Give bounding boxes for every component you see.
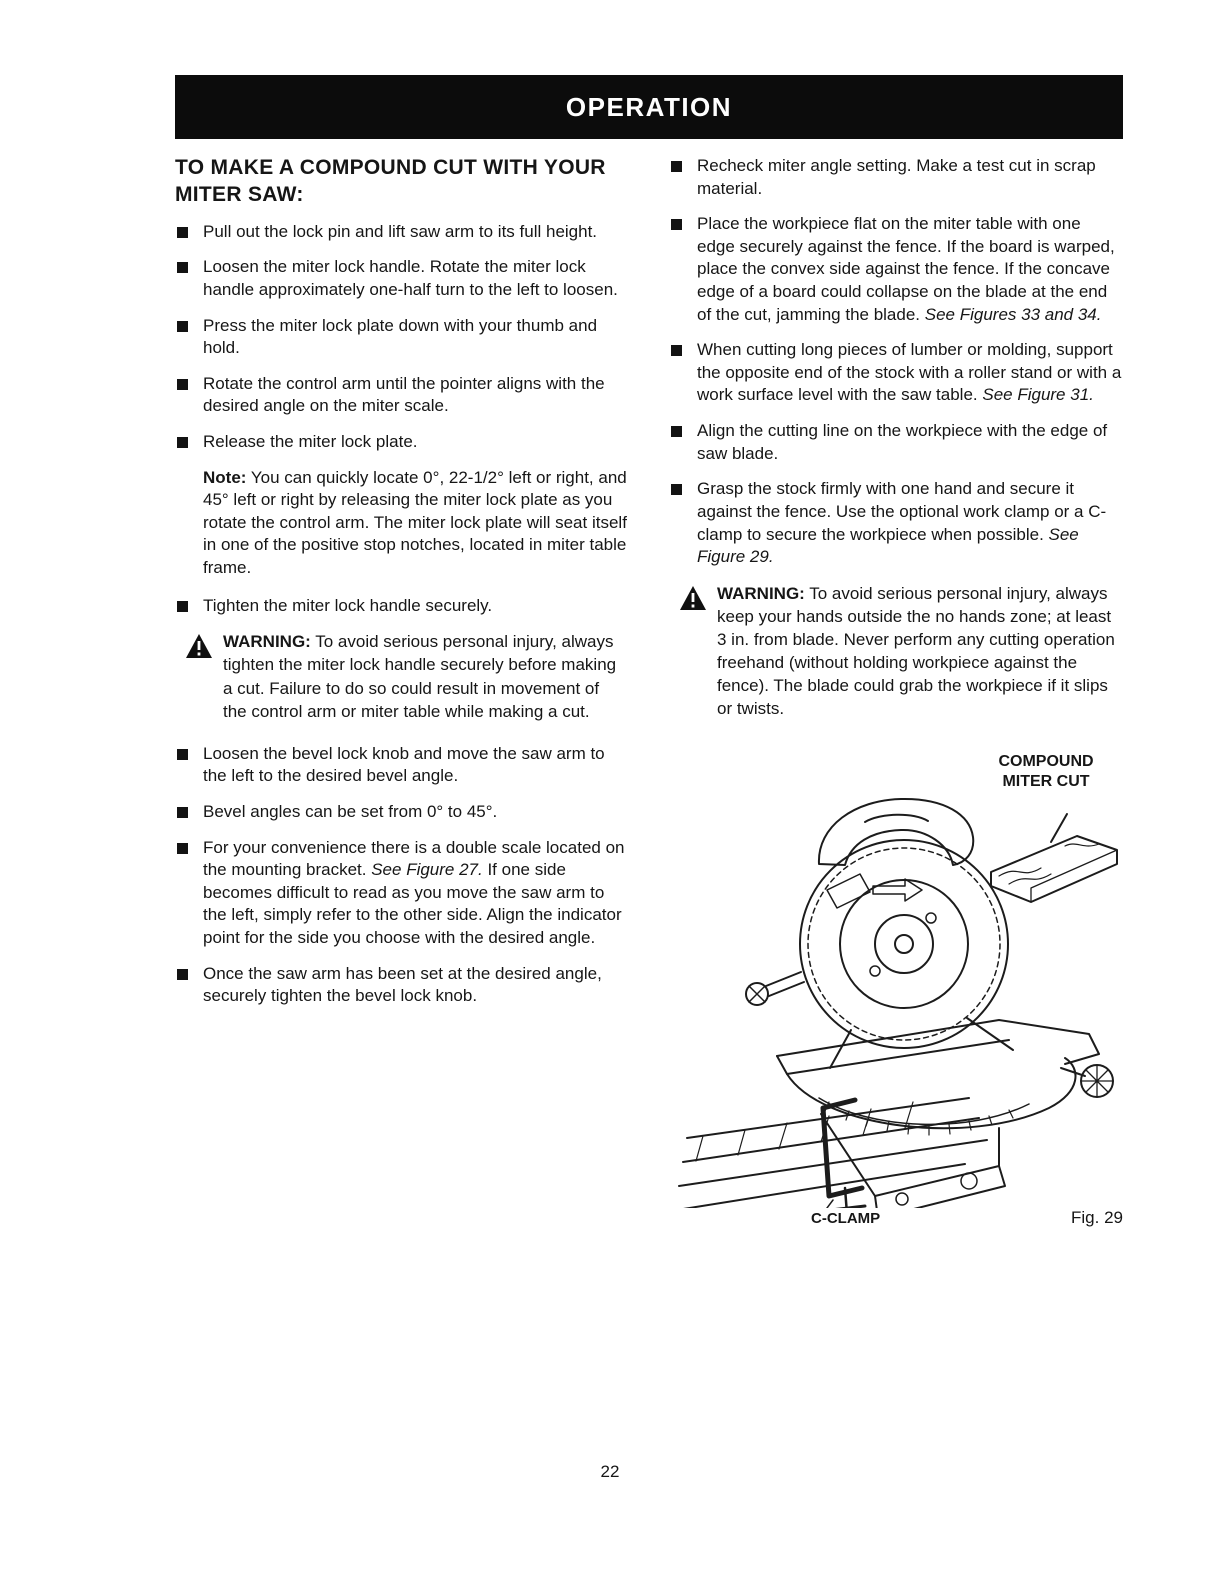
section-header-bar [175, 75, 1123, 139]
bullet-square-icon [671, 426, 682, 437]
warning-label: WARNING: [223, 632, 311, 652]
bullet-square-icon [177, 749, 188, 760]
bullet-square-icon [177, 969, 188, 980]
list-item [669, 155, 1123, 200]
list-item-text: Grasp the stock firmly with one hand and secure it against the fence. Use the optional work clamp or a C-clamp to secure the workpiece when possible. See Figure 29. [697, 479, 1107, 567]
list-item-text: Align the cutting line on the workpiece with the edge of saw blade. [697, 421, 1108, 463]
list-item [175, 963, 629, 1008]
list-item-text: Loosen the bevel lock knob and move the saw arm to the left to the desired bevel angle. [203, 743, 605, 786]
list-item [669, 478, 1123, 568]
warning-triangle-icon [185, 633, 213, 722]
warning-label: WARNING: [717, 583, 805, 603]
list-item [175, 801, 629, 824]
figure-caption-row [669, 1208, 1123, 1228]
instruction-list [175, 743, 629, 1008]
list-item [175, 595, 629, 618]
list-item-text: Release the miter lock plate. [203, 432, 418, 452]
bullet-square-icon [671, 161, 682, 172]
list-item [669, 339, 1123, 407]
list-item [669, 420, 1123, 465]
bullet-square-icon [671, 219, 682, 230]
list-item-text: Recheck miter angle setting. Make a test cut in scrap material. [697, 156, 1096, 198]
right-column [669, 155, 1123, 1240]
instruction-list [175, 595, 629, 618]
bullet-square-icon [177, 843, 188, 854]
bullet-square-icon [671, 345, 682, 356]
list-item-text: Place the workpiece flat on the miter table with one edge securely against the fence. If the board is warped, place the convex side against the fence. If the concave edge of a board could collapse on the blade at the end of the cut, jamming the blade. See Figures 33 and 34. [697, 214, 1115, 324]
left-column [175, 155, 629, 1240]
list-item-text: Press the miter lock plate down with your thumb and hold. [203, 315, 598, 358]
list-item-text: Bevel angles can be set from 0° to 45°. [203, 801, 498, 821]
figure-caption: Fig. 29 [1071, 1208, 1123, 1228]
two-column-layout [175, 155, 1123, 1240]
note-label: Note: [203, 467, 247, 487]
warning-text: WARNING: To avoid serious personal injury, always tighten the miter lock handle securely before making a cut. Failure to do so could result in movement of the control arm or miter table while making a cut. [223, 632, 617, 721]
bullet-square-icon [177, 227, 188, 238]
bullet-square-icon [177, 321, 188, 332]
list-item-text: Rotate the control arm until the pointer aligns with the desired angle on the miter scale. [203, 373, 605, 416]
warning-triangle-icon [679, 585, 707, 721]
list-item [175, 431, 629, 454]
figure-label-compound-miter-cut: COMPOUND MITER CUT [998, 753, 1094, 791]
list-item-text: When cutting long pieces of lumber or molding, support the opposite end of the stock with a roller stand or with a work surface level with the saw table. See Figure 31. [697, 340, 1122, 405]
warning-block [679, 582, 1123, 721]
note-text: You can quickly locate 0°, 22-1/2° left or right, and 45° left or right by releasing the miter lock plate as you rotate the control arm. The miter lock plate will seat itself in one of the positive stop notches, located in miter table frame. [203, 467, 627, 578]
list-item-text: Once the saw arm has been set at the desired angle, securely tighten the bevel lock knob. [203, 963, 602, 1006]
list-item-text: Tighten the miter lock handle securely. [203, 595, 493, 615]
instruction-list [175, 221, 629, 454]
warning-text: WARNING: To avoid serious personal injury, always keep your hands outside the no hands zone; at least 3 in. from blade. Never perform any cutting operation freehand (without holding workpiece against the fence). The blade could grab the workpiece if it slips or twists. [717, 583, 1115, 719]
list-item [175, 256, 629, 301]
instruction-list [669, 155, 1123, 569]
list-item [175, 373, 629, 418]
figure-label-c-clamp: C-CLAMP [811, 1210, 881, 1228]
list-item-text: Pull out the lock pin and lift saw arm to its full height. [203, 221, 598, 241]
page-number: 22 [600, 1462, 620, 1481]
figure-29 [669, 740, 1123, 1240]
page-content [175, 75, 1123, 1240]
list-item [175, 743, 629, 788]
list-item-text: For your convenience there is a double scale located on the mounting bracket. See Figure 27. If one side becomes difficult to read as you move the saw arm to the left, simply refer to the other side. Align the indicator point for the side you choose with the desired angle. [203, 837, 625, 947]
list-item [175, 837, 629, 950]
bullet-square-icon [177, 807, 188, 818]
miter-saw-illustration [669, 768, 1124, 1208]
section-heading: TO MAKE A COMPOUND CUT WITH YOUR MITER SAW: [175, 156, 606, 206]
list-item-text: Loosen the miter lock handle. Rotate the miter lock handle approximately one-half turn to the left to loosen. [203, 257, 618, 299]
note-paragraph [203, 467, 629, 580]
bullet-square-icon [177, 437, 188, 448]
bullet-square-icon [177, 262, 188, 273]
section-header-title: OPERATION [565, 91, 733, 122]
bullet-square-icon [671, 484, 682, 495]
list-item [175, 221, 629, 244]
bullet-square-icon [177, 379, 188, 390]
list-item [175, 315, 629, 360]
bullet-square-icon [177, 601, 188, 612]
warning-block [185, 630, 629, 722]
list-item [669, 213, 1123, 326]
